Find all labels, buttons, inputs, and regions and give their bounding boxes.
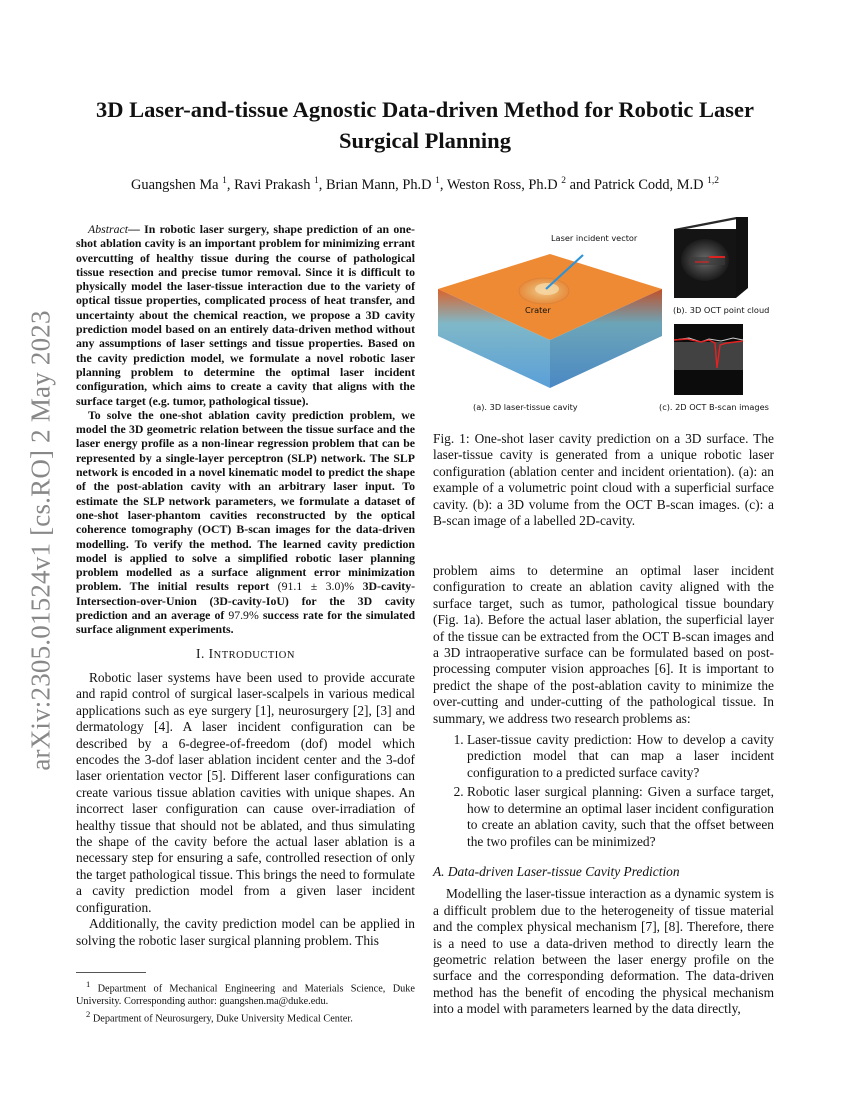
section-heading: I. INTRODUCTION bbox=[196, 645, 295, 661]
subsection-heading: A. Data-driven Laser-tissue Cavity Prediction bbox=[433, 863, 680, 879]
intro-paragraph: Additionally, the cavity prediction model can be applied in solving the robotic laser surgical planning problem. This bbox=[76, 916, 415, 948]
intro-paragraph: Robotic laser systems have been used to provide accurate and rapid control of surgical laser-scalpels in various medical applications such as eye surgery [1], neurosurgery [2], [3] and dermatology [4]. A laser incident configuration can be described by a 6-degree-of-freedom (dof) model which encodes the 3-dof laser ablation incident center and the 3-dof laser orientation vector [5]. Different laser configurations can create various tissue ablation cavities with unique shapes. An incorrect laser configuration can cause over-irradiation of healthy tissue that should not be ablated, and thus simulating the shape of the cavity before the actual laser ablation is a necessary step for ensuring a safe, controlled resection of only the target pathological tissue. This brings the need to formulate a cavity prediction model from a given laser incident configuration. bbox=[76, 670, 415, 915]
abstract-label: Abstract bbox=[88, 222, 128, 236]
footnote: $^2$ Department of Neurosurgery, Duke University Medical Center. bbox=[86, 1009, 353, 1025]
list-item: 2. Robotic laser surgical planning: Given a surface target, how to determine an optimal laser incident configuration to create an ablation cavity, such that the offset between the two profiles can be minimized? bbox=[467, 784, 774, 850]
paper-title: 3D Laser-and-tissue Agnostic Data-driven Method for Robotic Laser Surgical Planning bbox=[95, 97, 755, 153]
crater-label: Crater bbox=[525, 305, 551, 315]
author-list bbox=[70, 176, 780, 194]
cavity-volume bbox=[438, 254, 662, 388]
footnotes bbox=[76, 978, 415, 1026]
author: Patrick Codd, M.D $^{1,2}$ bbox=[593, 176, 719, 193]
author: Ravi Prakash $^1$, bbox=[234, 176, 326, 193]
author: Brian Mann, Ph.D $^1$, bbox=[326, 176, 447, 193]
subfigure-a-caption: (a). 3D laser-tissue cavity bbox=[473, 402, 578, 412]
subfigure-b-caption: (b). 3D OCT point cloud bbox=[673, 305, 770, 315]
figure-1-graphic bbox=[433, 212, 774, 422]
right-paragraph: Modelling the laser-tissue interaction as a dynamic system is a difficult problem due to the heterogeneity of tissue material and the complex physical mechanism [7], [8]. Therefore, there is a need to use a data-driven method to directly learn the geometric relation between the laser energy profile on the surface and the corresponding deformation. The data-driven method has the benefit of encoding the physical mechanism into a model with parameters learned by the data directly, bbox=[433, 886, 774, 1017]
footnote-rule bbox=[76, 972, 146, 973]
list-item: 1. Laser-tissue cavity prediction: How to develop a cavity prediction model that can map a laser incident configuration to a predicted surface cavity? bbox=[467, 732, 774, 781]
bscan-image bbox=[674, 324, 743, 395]
laser-vector-label: Laser incident vector bbox=[551, 233, 638, 243]
abstract-paragraph: Abstract— In robotic laser surgery, shape prediction of an one-shot ablation cavity is an important problem for minimizing errant overcutting of healthy tissue during the course of pathological tissue resection and precise tumor removal. Since it is difficult to physically model the laser-tissue interaction due to the variety of optical tissue properties, complicated process of heat transfer, and uncertainty about the chemical reaction, we propose a 3D cavity prediction model based on an entirely data-driven method without any assumptions of laser settings and tissue properties. Based on the cavity prediction model, we formulate a novel robotic laser planning problem to determine the optimal laser incident configuration, which aims to create a cavity that aligns with the surface target (e.g. tumor, pathological tissue). bbox=[76, 222, 415, 408]
left-column bbox=[76, 222, 415, 949]
research-problem-list bbox=[433, 732, 774, 850]
figure-caption: Fig. 1: One-shot laser cavity prediction on a 3D surface. The laser-tissue cavity is generated from a unique robotic laser configuration (ablation center and incident orientation). (a): an example of a volumetric point cloud with a superficial surface cavity. (b): a 3D volume from the OCT B-scan images. (c): a B-scan image of a labelled 2D-cavity. bbox=[433, 431, 774, 529]
oct-volume bbox=[674, 217, 748, 298]
footnote: $^1$ Department of Mechanical Engineering and Materials Science, Duke University. Corresponding author: guangshen.ma@duke.edu. bbox=[76, 979, 416, 1007]
arxiv-watermark: arXiv:2305.01524v1 [cs.RO] 2 May 2023 bbox=[25, 309, 56, 771]
figure-1 bbox=[433, 212, 774, 422]
right-paragraph: problem aims to determine an optimal laser incident configuration to create an ablation cavity aligned with the surface target, such as tumor, pathological tissue boundary (Fig. 1a). Before the actual laser ablation, the superficial layer of the tissue can be extracted from the OCT B-scan images and a 3D intraoperative surface can be formulated based on post-processing computer vision approaches [6]. It is important to predict the shape of the post-ablation cavity to minimize the over-cutting and under-cutting of the pathological tissue. In summary, we address two research problems as: bbox=[433, 563, 774, 726]
author: Guangshen Ma $^1$, bbox=[131, 176, 235, 193]
subfigure-c-caption: (c). 2D OCT B-scan images bbox=[659, 402, 769, 412]
abstract-paragraph: To solve the one-shot ablation cavity prediction problem, we model the 3D geometric relation between the tissue surface and the laser energy profile as a non-linear regression problem that can be represented by a single-layer perceptron (SLP) network. The SLP network is encoded in a novel kinematic model to predict the shape of the post-ablation cavity with an arbitrary laser input. To estimate the SLP network parameters, we formulate a dataset of one-shot laser-phantom cavities reconstructed by the optical coherence tomography (OCT) B-scan images for the data-driven modelling. To verify the method. The learned cavity prediction model is applied to solve a simplified robotic laser planning problem modelled as a surface alignment error minimization problem. The initial results report (91.1 ± 3.0)% 3D-cavity-Intersection-over-Union (3D-cavity-IoU) for the 3D cavity prediction and an average of 97.9% success rate for the simulated surface alignment experiments. bbox=[76, 407, 416, 637]
right-column bbox=[433, 563, 774, 1018]
author: Weston Ross, Ph.D $^2$ and bbox=[446, 176, 594, 193]
